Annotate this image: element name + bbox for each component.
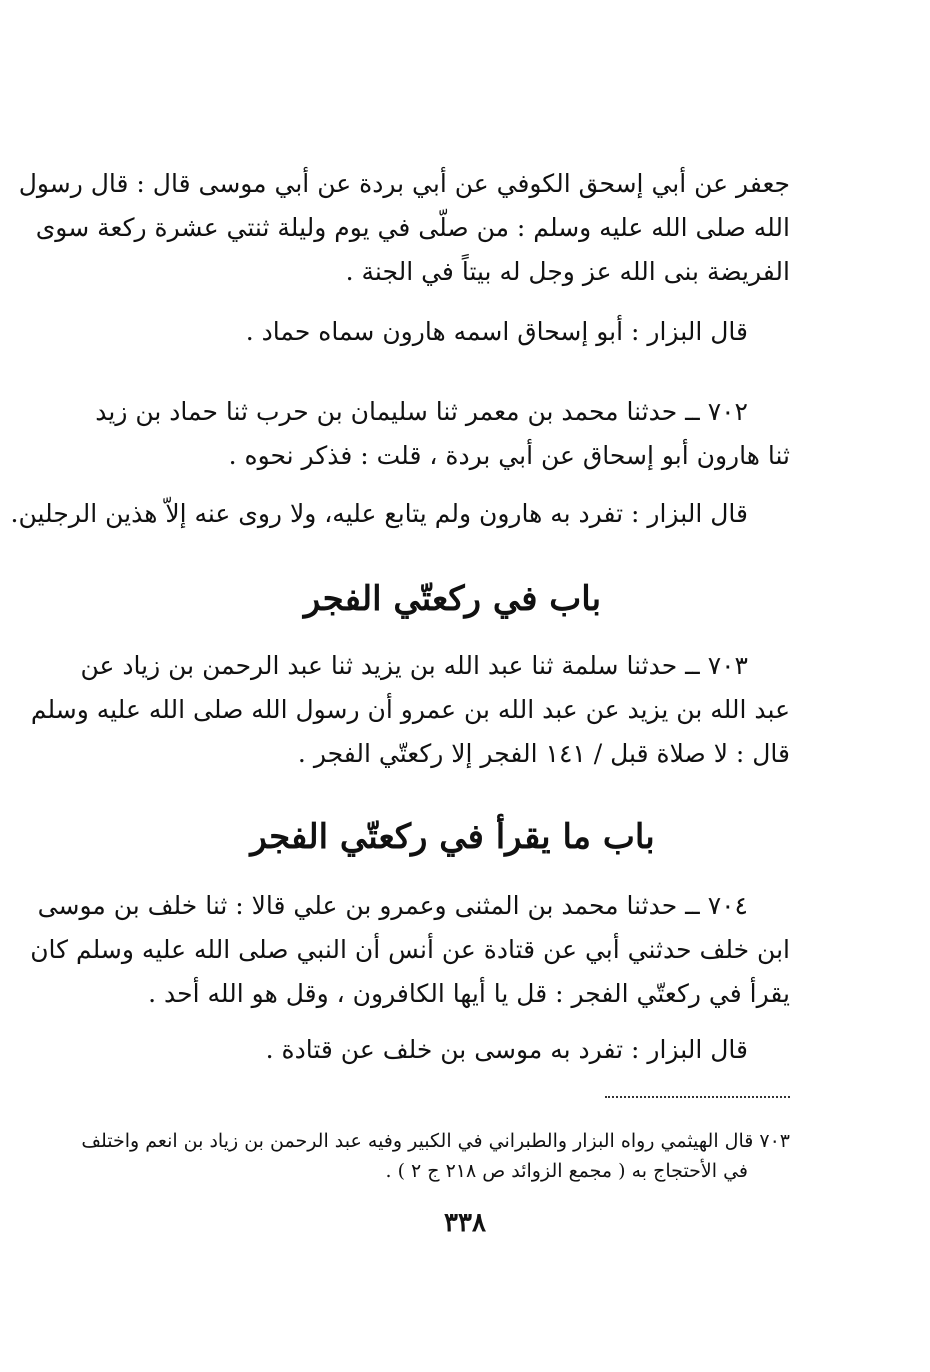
text-line: ٧٠٢ ــ حدثنا محمد بن معمر ثنا سليمان بن حرب ثنا حماد بن زيد [95, 397, 748, 426]
section-heading: باب ما يقرأ في ركعتّي الفجر [250, 817, 655, 857]
text-line: قال البزار : أبو إسحاق اسمه هارون سماه حماد . [245, 317, 748, 346]
text-line: قال البزار : تفرد به هارون ولم يتابع عليه، ولا روى عنه إلاّ هذين الرجلين. [10, 499, 748, 528]
paragraph-bazzar-comment-2 [10, 492, 790, 536]
text-line: الله صلى الله عليه وسلم : من صلّى في يوم وليلة ثنتي عشرة ركعة سوى [35, 213, 790, 242]
paragraph-bazzar-comment-1 [115, 310, 790, 354]
footnote-separator [605, 1096, 790, 1098]
text-line: ثنا هارون أبو إسحاق عن أبي بردة ، قلت : فذكر نحوه . [228, 441, 790, 470]
paragraph-hadith-704 [30, 884, 790, 1016]
section-heading: باب في ركعتّي الفجر [303, 579, 602, 619]
paragraph-hadith-703 [30, 644, 790, 776]
footnote [81, 1126, 790, 1186]
footnote-line: في الأحتجاج به ( مجمع الزوائد ص ٢١٨ ج ٢ ) . [385, 1160, 748, 1182]
text-line: الفريضة بنى الله عز وجل له بيتاً في الجنة . [345, 257, 790, 286]
text-line: ٧٠٣ ــ حدثنا سلمة ثنا عبد الله بن يزيد ثنا عبد الرحمن بن زياد عن [80, 651, 748, 680]
text-line: قال : لا صلاة قبل / ١٤١ الفجر إلا ركعتّي الفجر . [297, 739, 790, 768]
text-line: يقرأ في ركعتّي الفجر : قل يا أيها الكافرون ، وقل هو الله أحد . [148, 979, 790, 1008]
paragraph-bazzar-comment-3 [115, 1028, 790, 1072]
text-line: عبد الله بن يزيد عن عبد الله بن عمرو أن رسول الله صلى الله عليه وسلم [30, 695, 790, 724]
text-line: جعفر عن أبي إسحق الكوفي عن أبي بردة عن أبي موسى قال : قال رسول [18, 169, 790, 198]
paragraph-hadith-continuation [18, 162, 790, 294]
text-line: قال البزار : تفرد به موسى بن خلف عن قتادة . [265, 1035, 748, 1064]
footnote-line: ٧٠٣ قال الهيثمي رواه البزار والطبراني في الكبير وفيه عبد الرحمن بن زياد بن انعم واختلف [81, 1130, 790, 1152]
text-line: ٧٠٤ ــ حدثنا محمد بن المثنى وعمرو بن علي قالا : ثنا خلف بن موسى [37, 891, 748, 920]
text-line: ابن خلف حدثني أبي عن قتادة عن أنس أن النبي صلى الله عليه وسلم كان [30, 935, 790, 964]
page-number: ٣٣٨ [444, 1208, 486, 1238]
paragraph-hadith-702 [95, 390, 790, 478]
